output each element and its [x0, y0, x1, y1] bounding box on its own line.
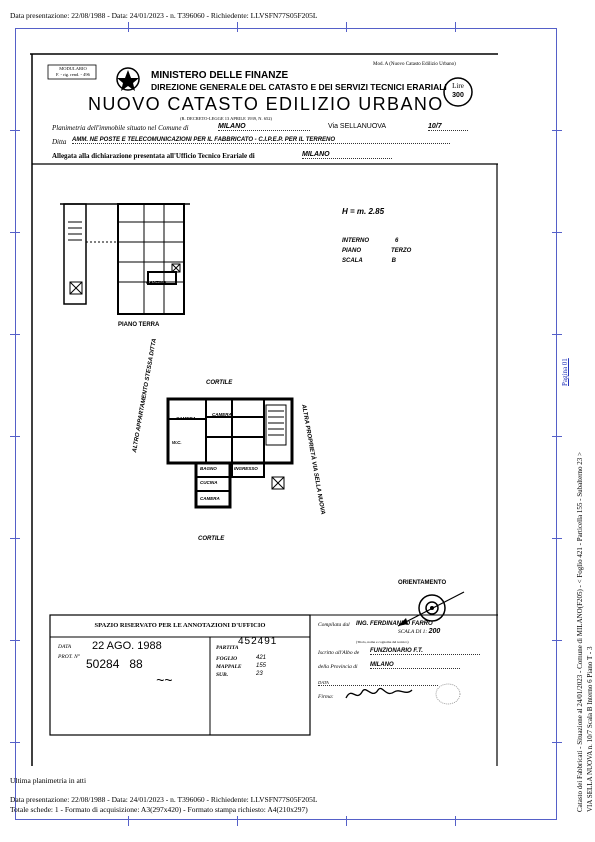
- modulario-code: F. - rig. rend. - 496: [56, 72, 90, 77]
- crop-tick: [10, 538, 20, 539]
- crop-tick: [552, 742, 562, 743]
- sub-label: SUB.: [216, 672, 229, 678]
- left-side-label: ALTRO APPARTAMENTO STESSA DITTA: [132, 338, 158, 454]
- sub-value: 23: [256, 671, 263, 677]
- room-label-4: BAGNO: [200, 466, 217, 471]
- office-catasto-values: [256, 654, 266, 678]
- room-label-7: INGRESSO: [234, 466, 258, 471]
- right-side-label: ALTRA PROPRIETÀ VIA SELLA NUOVA: [300, 404, 326, 516]
- crop-tick: [10, 742, 20, 743]
- compilata-data-label: DATA: [318, 680, 438, 686]
- crop-tick: [346, 22, 347, 32]
- footer-line-1: Data presentazione: 22/08/1988 - Data: 24/01/2023 - n. T396060 - Richiedente: LLVSFN77S05F205L: [10, 795, 318, 804]
- office-data-value: 22 AGO. 1988: [92, 640, 162, 652]
- office-prot-label: PROT. N°: [58, 654, 80, 660]
- office-prot-value: 50284 88: [86, 657, 143, 671]
- ditta-label: Ditta: [52, 138, 67, 146]
- document-header: Data presentazione: 22/08/1988 - Data: 24/01/2023 - n. T396060 - Richiedente: LLVSFN77S05F205L: [10, 11, 318, 20]
- mod-a-label: Mod. A (Nuovo Catasto Edilizio Urbano): [373, 62, 456, 67]
- room-label-1: CAMERA: [176, 416, 196, 421]
- scale-value: 200: [428, 628, 441, 635]
- lire-value: 300: [452, 92, 464, 99]
- unit-info: [342, 236, 411, 266]
- office-box-title: SPAZIO RISERVATO PER LE ANNOTAZIONI D'UFFICIO: [94, 622, 266, 629]
- crop-tick: [10, 640, 20, 641]
- cantina-label: CANTINA: [146, 280, 167, 285]
- interno-value: 6: [395, 238, 399, 244]
- modulario-box: [50, 66, 96, 78]
- crop-tick: [455, 22, 456, 32]
- crop-tick: [552, 538, 562, 539]
- comune-value: MILANO: [218, 123, 310, 131]
- scanned-sheet: [30, 52, 498, 766]
- footer-note: Ultima planimetria in atti: [10, 776, 87, 785]
- via-value: Via SELLANUOVA: [328, 123, 387, 130]
- directorate-name: DIREZIONE GENERALE DEL CATASTO E DEI SERVIZI TECNICI ERARIALI: [151, 82, 447, 92]
- room-label-5: CUCINA: [200, 480, 218, 485]
- compilata-note: (Titolo, nome e cognome del tecnico): [356, 640, 409, 644]
- piano-label: PIANO: [342, 248, 362, 254]
- allegata-label: Allegata alla dichiarazione presentata all'Ufficio Tecnico Erariale di: [52, 152, 255, 160]
- orientamento-label: ORIENTAMENTO: [398, 580, 447, 586]
- crop-tick: [10, 130, 20, 131]
- room-label-3: W.C.: [172, 440, 182, 445]
- lire-label: Lire: [452, 82, 464, 90]
- mappale-label: MAPPALE: [216, 664, 242, 670]
- provincia-label: della Provincia di: [318, 664, 358, 670]
- crop-tick: [10, 232, 20, 233]
- office-catasto-labels: [216, 644, 242, 679]
- albo-label: Iscritto all'Albo de: [318, 650, 360, 656]
- cortile-top-label: CORTILE: [206, 380, 233, 386]
- crop-tick: [128, 22, 129, 32]
- foglio-label: FOGLIO: [216, 656, 238, 662]
- planimetria-label: Planimetria dell'immobile situato nel Comune di: [52, 124, 189, 132]
- room-label-6: CAMERA: [200, 496, 220, 501]
- crop-tick: [10, 334, 20, 335]
- office-initials: ~~: [156, 672, 173, 688]
- third-floor-plan: [166, 397, 302, 515]
- provincia-value: MILANO: [370, 662, 460, 669]
- partita-label: PARTITA: [216, 645, 239, 651]
- scale-note: [398, 628, 440, 635]
- page-title: NUOVO CATASTO EDILIZIO URBANO: [88, 94, 444, 114]
- crop-tick: [10, 436, 20, 437]
- crop-tick: [346, 816, 347, 826]
- signature-image: [342, 680, 462, 706]
- page-link[interactable]: Pagina 01: [561, 358, 569, 386]
- partita-value: 452491: [238, 636, 278, 647]
- allegata-city: MILANO: [302, 151, 392, 159]
- scale-label: SCALA DI 1:: [398, 629, 428, 635]
- crop-tick: [128, 816, 129, 826]
- side-line-2: VIA SELLA NUOVA n. 10/7 Scala B Interno 6 Piano T - 3: [586, 646, 594, 812]
- compilata-label: Compilata dal: [318, 622, 350, 628]
- decreto-note: (R. DECRETO-LEGGE 13 APRILE 1939, N. 652): [180, 116, 273, 121]
- modulario-label: MODULARIO: [59, 66, 87, 71]
- scala-value: B: [391, 258, 397, 264]
- room-label-2: CAMERA: [212, 412, 232, 417]
- ground-floor-plan: [60, 202, 190, 320]
- crop-tick: [552, 130, 562, 131]
- scala-label: SCALA: [342, 258, 363, 264]
- footer-line-2: Totale schede: 1 - Formato di acquisizione: A3(297x420) - Formato stampa richiesto: A4(210x297): [10, 805, 308, 814]
- compilata-name: ING. FERDINANDO FARRO: [356, 621, 433, 627]
- ministry-name: MINISTERO DELLE FINANZE: [151, 70, 289, 81]
- firma-label: Firma:: [318, 694, 334, 700]
- interno-label: INTERNO: [342, 238, 369, 244]
- crop-tick: [455, 816, 456, 826]
- civico-value: 10/7: [428, 123, 468, 131]
- cortile-bottom-label: CORTILE: [198, 536, 225, 542]
- crop-tick: [237, 816, 238, 826]
- height-note: H = m. 2.85: [342, 207, 385, 216]
- crop-tick: [552, 334, 562, 335]
- office-data-label: DATA: [58, 644, 72, 650]
- side-caption: [575, 452, 595, 812]
- piano-terra-label: PIANO TERRA: [118, 322, 160, 328]
- crop-tick: [552, 640, 562, 641]
- ditta-value: AMM. NE POSTE E TELECOMUNICAZIONI PER IL FABBRICATO - C.I.P.E.P. PER IL TERRENO: [72, 137, 450, 144]
- crop-tick: [552, 436, 562, 437]
- crop-tick: [237, 22, 238, 32]
- albo-value: FUNZIONARIO F.T.: [370, 648, 480, 655]
- lire-stamp: [446, 82, 470, 100]
- piano-value: TERZO: [391, 248, 412, 254]
- side-line-1: Catasto dei Fabbricati - Situazione al 24/01/2023 - Comune di MILANO(F205) - < Foglio 421 - Particella 155 - Subalterno 23 >: [576, 452, 584, 812]
- foglio-value: 421: [256, 655, 267, 661]
- mappale-value: 155: [256, 663, 267, 669]
- crop-tick: [552, 232, 562, 233]
